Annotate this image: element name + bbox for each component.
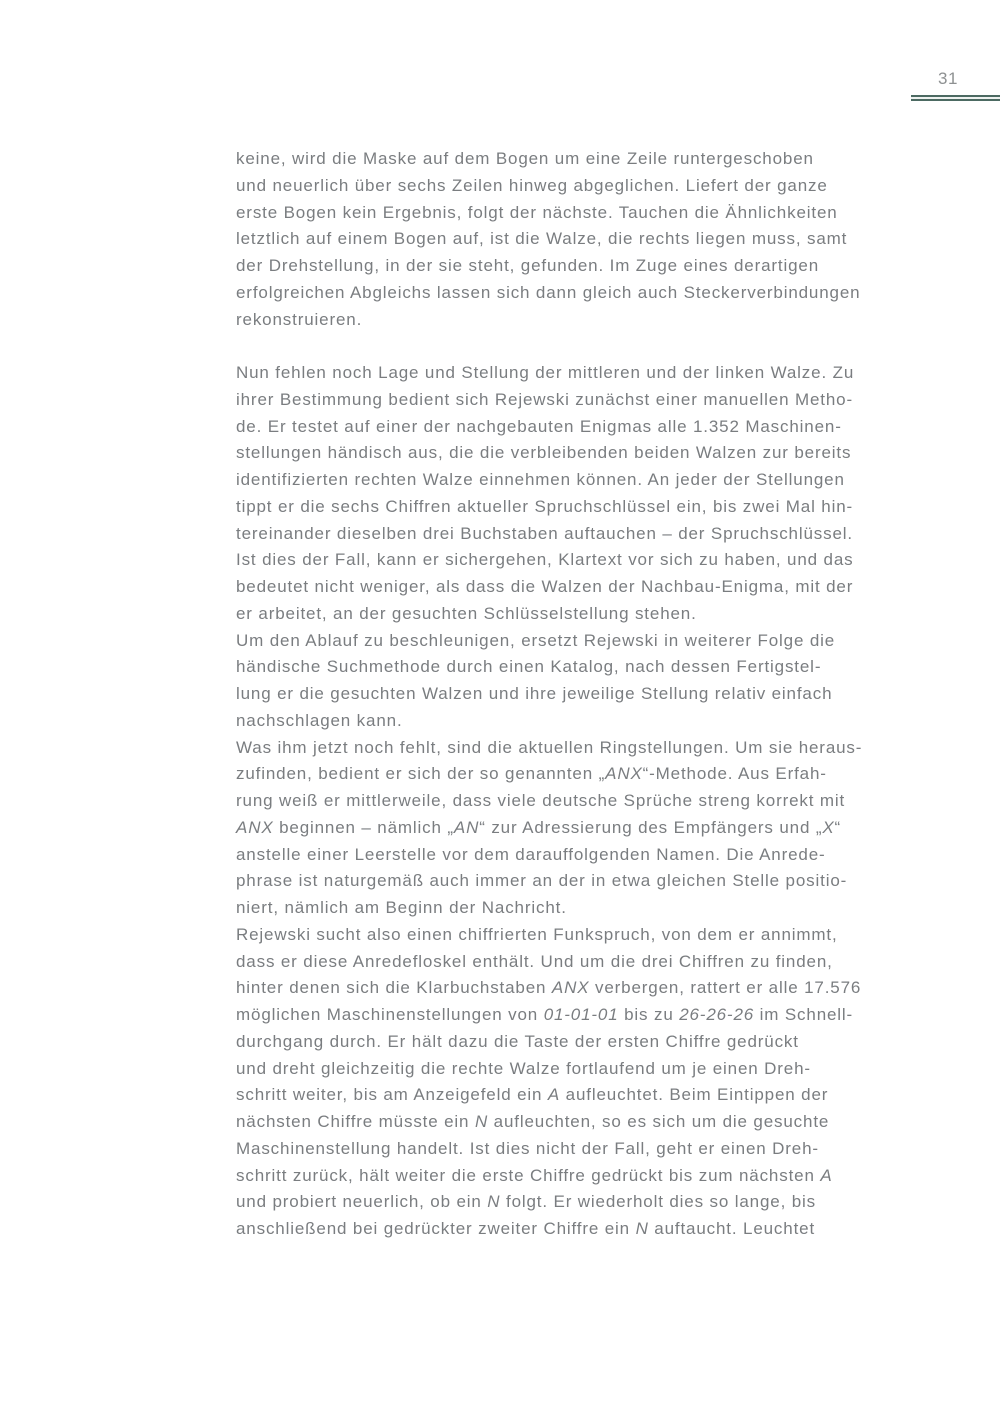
text-block	[236, 146, 916, 1243]
text-line: ANX beginnen – nämlich „AN“ zur Adressierung des Empfängers und „X“	[236, 817, 842, 837]
text-line: Ist dies der Fall, kann er sichergehen, Klartext vor sich zu haben, und das	[236, 550, 854, 570]
text-line: bedeutet nicht weniger, als dass die Walzen der Nachbau-Enigma, mit der	[236, 577, 854, 596]
text-line: erste Bogen kein Ergebnis, folgt der nächste. Tauchen die Ähnlichkeiten	[236, 202, 838, 222]
text-line: hinter denen sich die Klarbuchstaben ANX verbergen, rattert er alle 17.576	[236, 978, 862, 998]
text-line: der Drehstellung, in der sie steht, gefunden. Im Zuge eines derartigen	[236, 256, 820, 275]
text-line: tereinander dieselben drei Buchstaben auftauchen – der Spruchschlüssel.	[236, 523, 853, 543]
text-line: Maschinenstellung handelt. Ist dies nicht der Fall, geht er einen Dreh-	[236, 1138, 819, 1158]
text-line: durchgang durch. Er hält dazu die Taste der ersten Chiffre gedrückt	[236, 1031, 799, 1051]
text-line: Um den Ablauf zu beschleunigen, ersetzt Rejewski in weiterer Folge die	[236, 630, 836, 650]
text-line: Was ihm jetzt noch fehlt, sind die aktuellen Ringstellungen. Um sie heraus-	[236, 737, 863, 757]
text-line: erfolgreichen Abgleichs lassen sich dann gleich auch Steckerverbindungen	[236, 282, 861, 302]
text-line: händische Suchmethode durch einen Katalog, nach dessen Fertigstel-	[236, 657, 822, 677]
paragraph	[236, 360, 916, 1243]
text-line: niert, nämlich am Beginn der Nachricht.	[236, 898, 567, 917]
text-line: er arbeitet, an der gesuchten Schlüsselstellung stehen.	[236, 603, 697, 623]
text-line: lung er die gesuchten Walzen und ihre jeweilige Stellung relativ einfach	[236, 684, 833, 703]
text-line: möglichen Maschinenstellungen von 01-01-01 bis zu 26-26-26 im Schnell-	[236, 1005, 854, 1024]
text-line: phrase ist naturgemäß auch immer an der in etwa gleichen Stelle positio-	[236, 871, 848, 891]
text-line: identifizierten rechten Walze einnehmen können. An jeder der Stellungen	[236, 470, 845, 489]
text-line: keine, wird die Maske auf dem Bogen um eine Zeile runtergeschoben	[236, 149, 814, 168]
text-line: zufinden, bedient er sich der so genannten „ANX“-Methode. Aus Erfah-	[236, 764, 827, 784]
header-rule	[911, 95, 1000, 101]
text-line: stellungen händisch aus, die die verbleibenden beiden Walzen zur bereits	[236, 443, 852, 463]
text-line: und neuerlich über sechs Zeilen hinweg abgeglichen. Liefert der ganze	[236, 175, 828, 195]
text-line: und probiert neuerlich, ob ein N folgt. Er wiederholt dies so lange, bis	[236, 1192, 817, 1212]
paragraph	[236, 146, 916, 333]
text-line: ihrer Bestimmung bedient sich Rejewski zunächst einer manuellen Metho-	[236, 389, 853, 409]
text-line: nachschlagen kann.	[236, 710, 403, 730]
text-line: schritt weiter, bis am Anzeigefeld ein A aufleuchtet. Beim Eintippen der	[236, 1085, 829, 1105]
text-line: und dreht gleichzeitig die rechte Walze fortlaufend um je einen Dreh-	[236, 1058, 811, 1078]
text-line: schritt zurück, hält weiter die erste Chiffre gedrückt bis zum nächsten A	[236, 1165, 833, 1185]
text-line: de. Er testet auf einer der nachgebauten Enigmas alle 1.352 Maschinen-	[236, 416, 842, 436]
text-line: nächsten Chiffre müsste ein N aufleuchten, so es sich um die gesuchte	[236, 1112, 830, 1131]
text-line: rekonstruieren.	[236, 309, 363, 329]
text-line: anschließend bei gedrückter zweiter Chiffre ein N auftaucht. Leuchtet	[236, 1219, 816, 1238]
text-line: dass er diese Anredefloskel enthält. Und um die drei Chiffren zu finden,	[236, 951, 833, 971]
page-number: 31	[938, 69, 958, 88]
text-line: tippt er die sechs Chiffren aktueller Spruchschlüssel ein, bis zwei Mal hin-	[236, 496, 854, 516]
text-line: Rejewski sucht also einen chiffrierten Funkspruch, von dem er annimmt,	[236, 924, 838, 944]
text-line: letztlich auf einem Bogen auf, ist die Walze, die rechts liegen muss, samt	[236, 229, 848, 249]
text-line: rung weiß er mittlerweile, dass viele deutsche Sprüche streng korrekt mit	[236, 791, 846, 810]
text-line: anstelle einer Leerstelle vor dem darauffolgenden Namen. Die Anrede-	[236, 844, 826, 864]
text-line: Nun fehlen noch Lage und Stellung der mittleren und der linken Walze. Zu	[236, 363, 855, 382]
